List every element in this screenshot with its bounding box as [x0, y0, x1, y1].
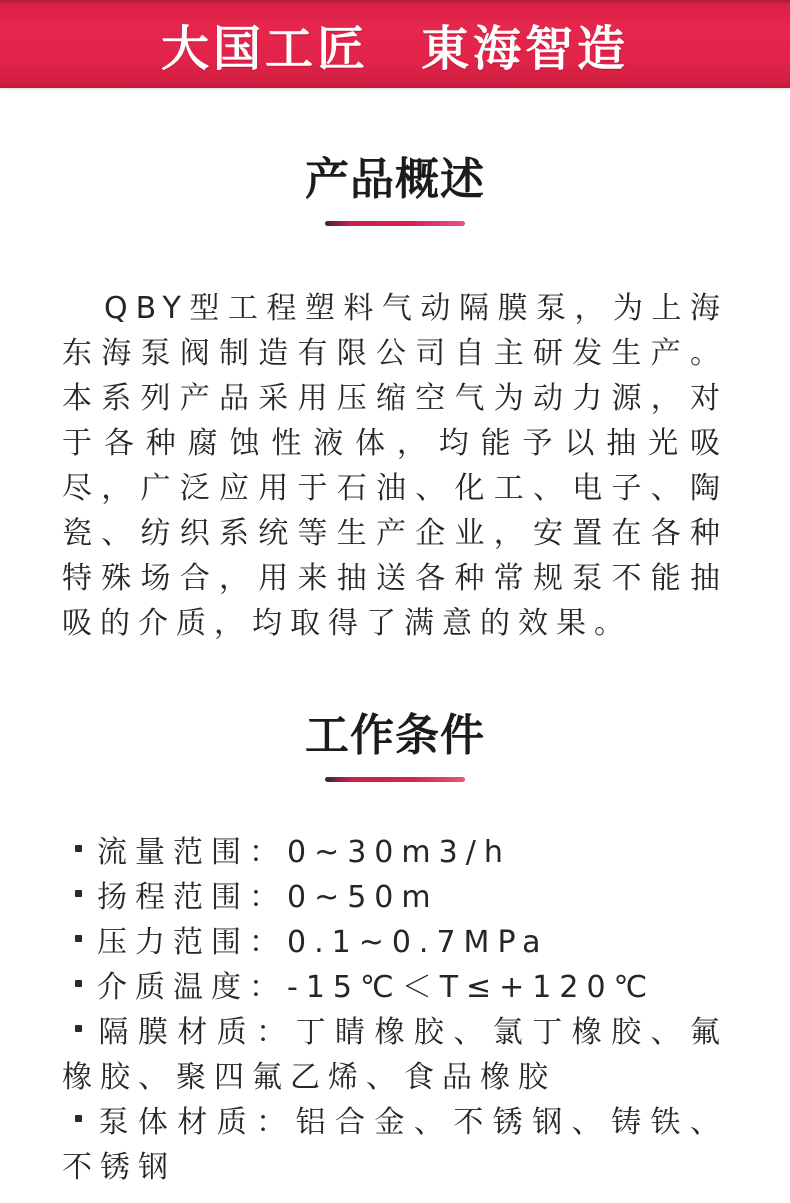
bullet-icon [75, 980, 82, 987]
working-conditions-title: 工作条件 [305, 710, 485, 761]
bullet-icon [75, 890, 82, 897]
bullet-icon [75, 1115, 82, 1122]
overview-section-title: 产品概述 [305, 154, 485, 205]
spec-list [62, 830, 728, 1190]
spec-item-media-temperature [62, 965, 728, 1010]
spec-item-text: 介质温度：-15℃＜T≤+120℃ [97, 970, 656, 1005]
bullet-icon [75, 1025, 82, 1032]
bullet-icon [75, 935, 82, 942]
spec-item-text: 流量范围：0~30m3/h [97, 835, 511, 870]
spec-item-flow-range [62, 830, 728, 875]
working-conditions-section [0, 706, 790, 1190]
spec-item-text: 压力范围：0.1~0.7MPa [97, 925, 549, 960]
bullet-icon [75, 845, 82, 852]
spec-item-diaphragm-material [62, 1010, 728, 1100]
spec-item-pump-body-material [62, 1100, 728, 1190]
brand-banner [0, 0, 790, 88]
overview-section [0, 150, 790, 646]
banner-title: 大国工匠 東海智造 [160, 20, 629, 77]
spec-item-text: 隔膜材质：丁睛橡胶、氯丁橡胶、氟橡胶、聚四氟乙烯、食品橡胶 [62, 1015, 728, 1095]
spec-item-text: 扬程范围：0~50m [97, 880, 439, 915]
spec-item-text: 泵体材质：铝合金、不锈钢、铸铁、不锈钢 [62, 1105, 728, 1185]
spec-item-head-range [62, 875, 728, 920]
overview-paragraph: QBY型工程塑料气动隔膜泵，为上海东海泵阀制造有限公司自主研发生产。本系列产品采用压缩空气为动力源，对于各种腐蚀性液体，均能予以抽光吸尽，广泛应用于石油、化工、电子、陶瓷、纺织系统等生产企业，安置在各种特殊场合，用来抽送各种常规泵不能抽吸的介质，均取得了满意的效果。 [62, 291, 728, 641]
spec-item-pressure-range [62, 920, 728, 965]
working-conditions-title-underline [325, 777, 465, 782]
overview-title-underline [325, 221, 465, 226]
